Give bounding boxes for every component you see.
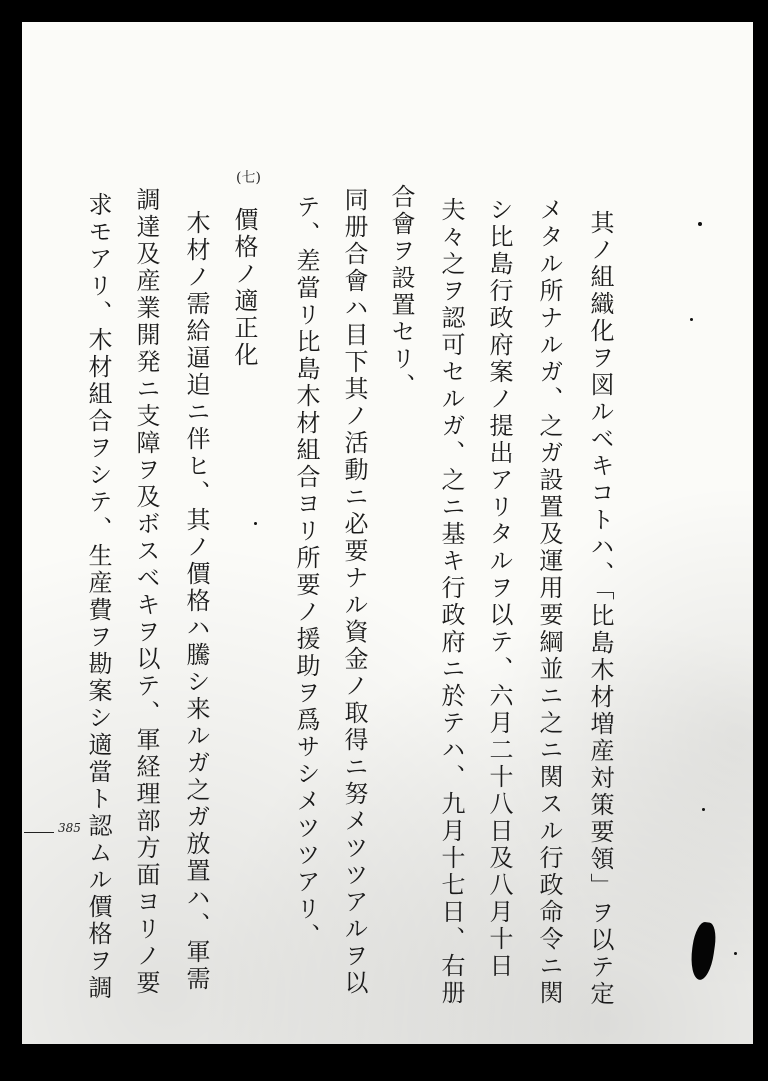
- text-column-9: 調達及産業開発ニ支障ヲ及ボスベキヲ以テ、軍経理部方面ヨリノ要: [132, 187, 160, 997]
- speck: [254, 522, 257, 525]
- speck: [702, 808, 705, 811]
- text-column-2: メタル所ナルガ、之ガ設置及運用要綱並ニ之ニ関スル行政命令ニ関: [535, 197, 563, 1007]
- text-column-8: 木材ノ需給逼迫ニ伴ヒ、其ノ價格ハ騰シ来ルガ之ガ放置ハ、軍需: [182, 210, 210, 993]
- ink-blot: [688, 921, 718, 981]
- text-column-7: テ、差當リ比島木材組合ヨリ所要ノ援助ヲ爲サシメツツアリ、: [292, 194, 320, 950]
- text-column-10: 求モアリ、木材組合ヲシテ、生産費ヲ勘案シ適當ト認ムル價格ヲ調: [84, 192, 112, 1002]
- speck: [698, 222, 702, 226]
- text-column-1: 其ノ組織化ヲ図ルベキコトハ、「比島木材増産対策要領」ヲ以テ定: [586, 210, 614, 1008]
- section-heading: 價格ノ適正化: [230, 207, 258, 369]
- document-page: [22, 22, 753, 1044]
- text-column-6: 同册合會ハ目下其ノ活動ニ必要ナル資金ノ取得ニ努メツツアルヲ以: [340, 187, 368, 997]
- page-number: 385: [58, 821, 81, 835]
- speck: [690, 318, 693, 321]
- page-number-rule: [24, 832, 54, 833]
- text-column-5: 合會ヲ設置セリ、: [387, 184, 415, 400]
- text-column-4: 夫々之ヲ認可セルガ、之ニ基キ行政府ニ於テハ、九月十七日、右册: [437, 197, 465, 1007]
- speck: [734, 952, 737, 955]
- text-column-3: シ比島行政府案ノ提出アリタルヲ以テ、六月二十八日及八月十日: [485, 197, 513, 980]
- section-marker: (七): [236, 170, 261, 186]
